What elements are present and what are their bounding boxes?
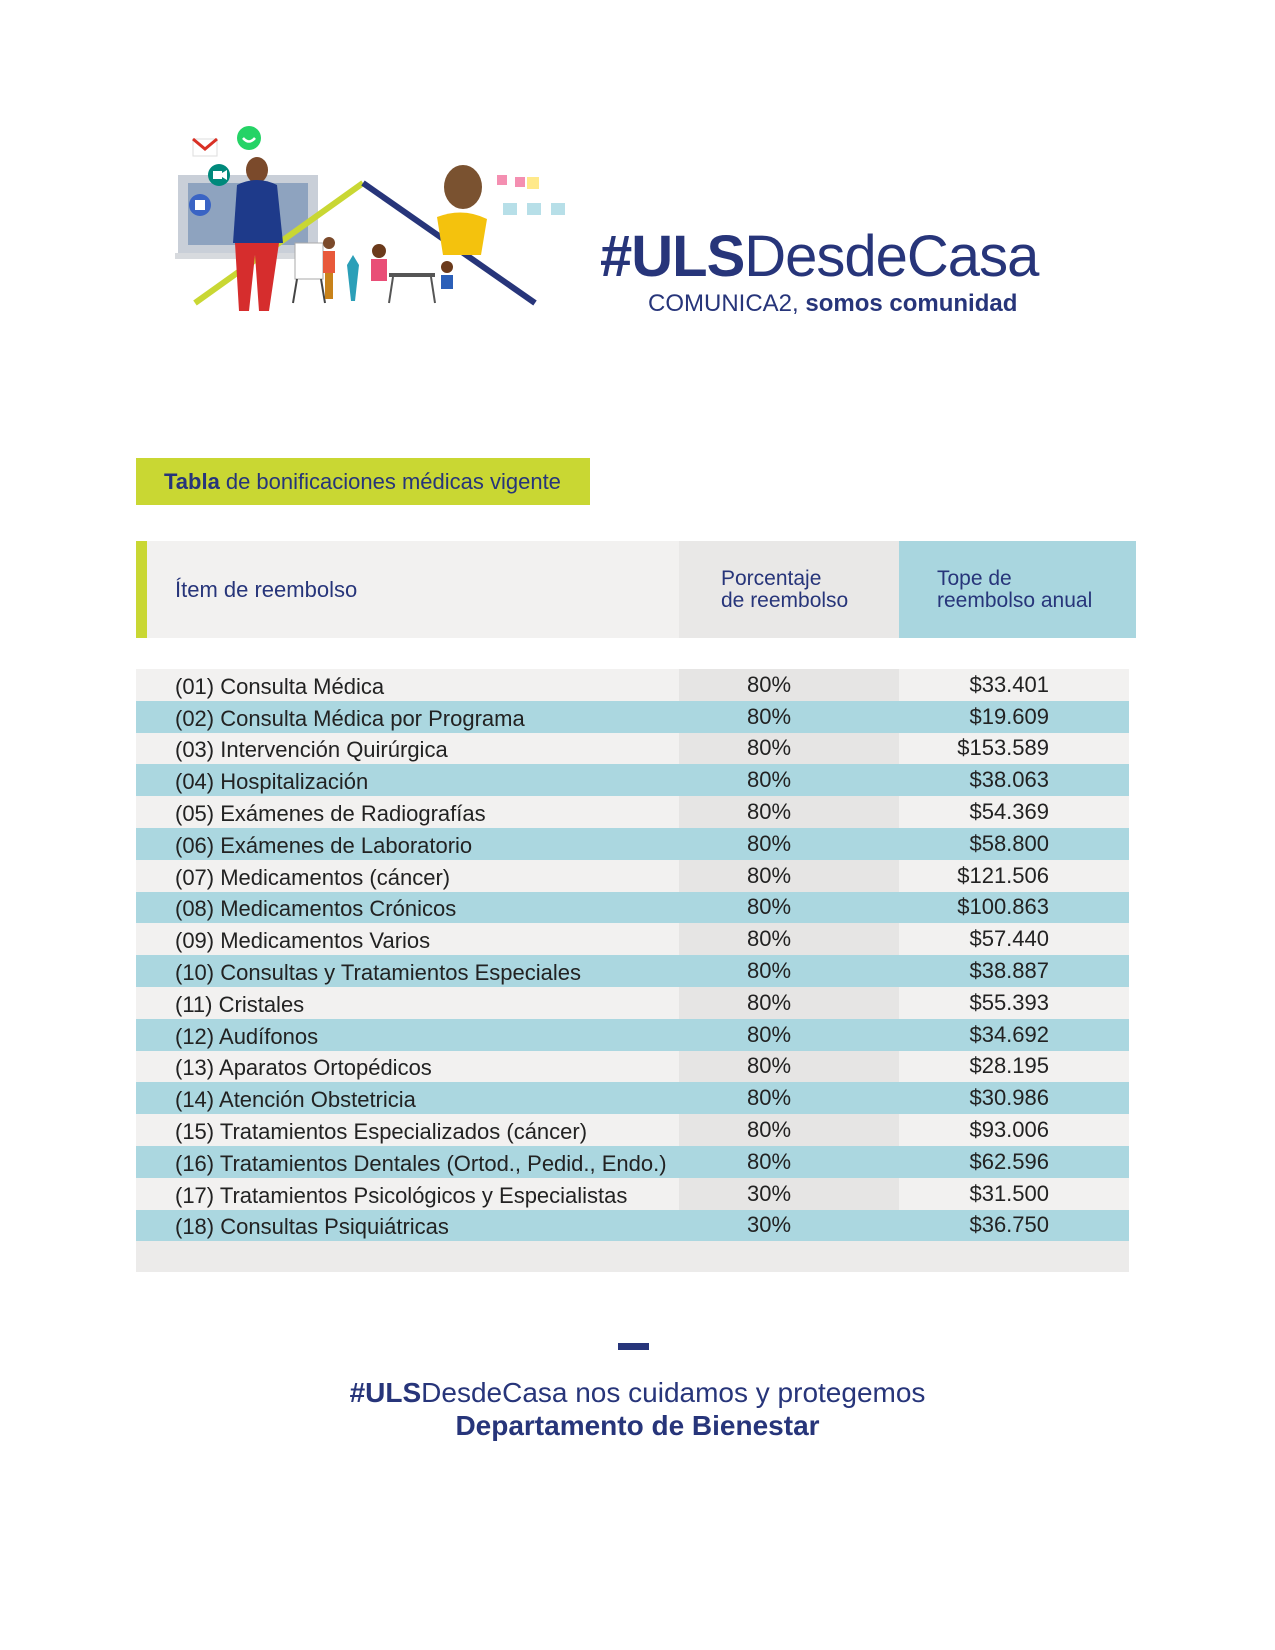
header-cap <box>899 541 1136 638</box>
cell-item: (08) Medicamentos Crónicos <box>175 896 457 922</box>
cell-cap: $153.589 <box>899 733 1129 765</box>
header-item-label: Ítem de reembolso <box>175 576 358 602</box>
cell-cap: $33.401 <box>899 669 1129 701</box>
cell-item: (09) Medicamentos Varios <box>175 928 431 954</box>
cell-item: (12) Audífonos <box>175 1023 319 1049</box>
chat-icon <box>189 194 211 216</box>
table-row <box>136 764 1129 796</box>
cell-item: (16) Tratamientos Dentales (Ortod., Pedid., Endo.) <box>175 1150 667 1176</box>
cell-percent: 80% <box>679 1114 899 1146</box>
cell-percent: 80% <box>679 923 899 955</box>
brand-hash: # <box>600 224 632 289</box>
family-figures <box>293 237 453 303</box>
cell-item: (01) Consulta Médica <box>175 673 385 699</box>
section-title-bold: Tabla <box>164 468 220 494</box>
cell-cap: $36.750 <box>899 1210 1129 1242</box>
home-office-illustration <box>175 125 615 335</box>
video-call-icon <box>208 164 230 186</box>
header-percent-label: Porcentaje de reembolso <box>721 566 849 612</box>
cell-cap: $57.440 <box>899 923 1129 955</box>
cell-item: (15) Tratamientos Especializados (cáncer) <box>175 1118 588 1144</box>
cell-percent: 80% <box>679 987 899 1019</box>
cell-item: (14) Atención Obstetricia <box>175 1087 416 1113</box>
cell-cap: $121.506 <box>899 860 1129 892</box>
table-body <box>136 669 1129 1272</box>
table-row <box>136 733 1129 765</box>
table-row <box>136 923 1129 955</box>
divider-dash <box>618 1343 649 1350</box>
table-row <box>136 892 1129 924</box>
header-percent <box>679 541 899 638</box>
cell-item: (13) Aparatos Ortopédicos <box>175 1055 432 1081</box>
cell-item: (02) Consulta Médica por Programa <box>175 705 525 731</box>
brand-uls: ULS <box>631 224 745 289</box>
cell-item: (05) Exámenes de Radiografías <box>175 800 486 826</box>
cell-cap: $58.800 <box>899 828 1129 860</box>
table-row <box>136 1019 1129 1051</box>
cell-percent: 80% <box>679 669 899 701</box>
cell-cap: $19.609 <box>899 701 1129 733</box>
cell-percent: 80% <box>679 1082 899 1114</box>
cell-cap: $31.500 <box>899 1178 1129 1210</box>
cell-percent: 80% <box>679 764 899 796</box>
table-row <box>136 1178 1129 1210</box>
cell-percent: 80% <box>679 1019 899 1051</box>
cell-cap: $100.863 <box>899 892 1129 924</box>
cell-cap: $54.369 <box>899 796 1129 828</box>
woman-figure <box>437 165 565 255</box>
brand-subtitle <box>648 290 1160 318</box>
cell-item: (07) Medicamentos (cáncer) <box>175 864 451 890</box>
section-title-rest: de bonificaciones médicas vigente <box>225 468 561 494</box>
table-footer-row <box>136 1241 1129 1272</box>
table-row <box>136 828 1129 860</box>
cell-item: (04) Hospitalización <box>175 769 369 795</box>
table-row <box>136 955 1129 987</box>
brand-rest: DesdeCasa <box>744 224 1039 289</box>
cell-percent: 30% <box>679 1178 899 1210</box>
brand-title <box>600 224 1160 289</box>
table-row <box>136 796 1129 828</box>
table-row <box>136 701 1129 733</box>
brand-subtitle-bold: somos comunidad <box>805 290 1018 317</box>
cell-percent: 80% <box>679 955 899 987</box>
gmail-icon <box>193 139 217 156</box>
cell-percent: 80% <box>679 796 899 828</box>
closing-department: Departamento de Bienestar <box>455 1410 820 1441</box>
cell-item: (03) Intervención Quirúrgica <box>175 737 448 763</box>
cell-item: (18) Consultas Psiquiátricas <box>175 1214 449 1240</box>
cell-item: (06) Exámenes de Laboratorio <box>175 832 473 858</box>
cell-item: (10) Consultas y Tratamientos Especiales <box>175 959 581 985</box>
section-title <box>136 458 590 505</box>
closing-uls: ULS <box>365 1377 422 1408</box>
table-row <box>136 1114 1129 1146</box>
cell-cap: $28.195 <box>899 1051 1129 1083</box>
table-row <box>136 669 1129 701</box>
cell-item: (17) Tratamientos Psicológicos y Especialistas <box>175 1182 628 1208</box>
cell-cap: $34.692 <box>899 1019 1129 1051</box>
cell-cap: $93.006 <box>899 1114 1129 1146</box>
cell-percent: 80% <box>679 892 899 924</box>
table-row <box>136 1082 1129 1114</box>
table-row <box>136 1146 1129 1178</box>
header-cap-label: Tope de reembolso anual <box>937 566 1093 612</box>
cell-cap: $30.986 <box>899 1082 1129 1114</box>
cell-percent: 80% <box>679 1051 899 1083</box>
cell-item: (11) Cristales <box>175 991 305 1017</box>
cell-percent: 80% <box>679 828 899 860</box>
header-accent-bar <box>136 541 147 638</box>
cell-percent: 30% <box>679 1210 899 1242</box>
header-item <box>147 541 679 638</box>
table-row <box>136 1051 1129 1083</box>
cell-cap: $38.063 <box>899 764 1129 796</box>
cell-percent: 80% <box>679 701 899 733</box>
cell-cap: $62.596 <box>899 1146 1129 1178</box>
cell-percent: 80% <box>679 860 899 892</box>
closing-line-1-rest: DesdeCasa nos cuidamos y protegemos <box>421 1377 926 1408</box>
table-row <box>136 860 1129 892</box>
brand-subtitle-plain: COMUNICA2, <box>648 290 806 317</box>
cell-cap: $55.393 <box>899 987 1129 1019</box>
closing-block <box>0 1376 1275 1442</box>
cell-percent: 80% <box>679 733 899 765</box>
table-row <box>136 1210 1129 1242</box>
table-header <box>136 541 1136 638</box>
brand-block <box>600 224 1160 318</box>
whatsapp-icon <box>237 126 261 150</box>
closing-hash: # <box>349 1377 366 1408</box>
cell-percent: 80% <box>679 1146 899 1178</box>
cell-cap: $38.887 <box>899 955 1129 987</box>
closing-line-1 <box>0 1376 1275 1409</box>
table-row <box>136 987 1129 1019</box>
